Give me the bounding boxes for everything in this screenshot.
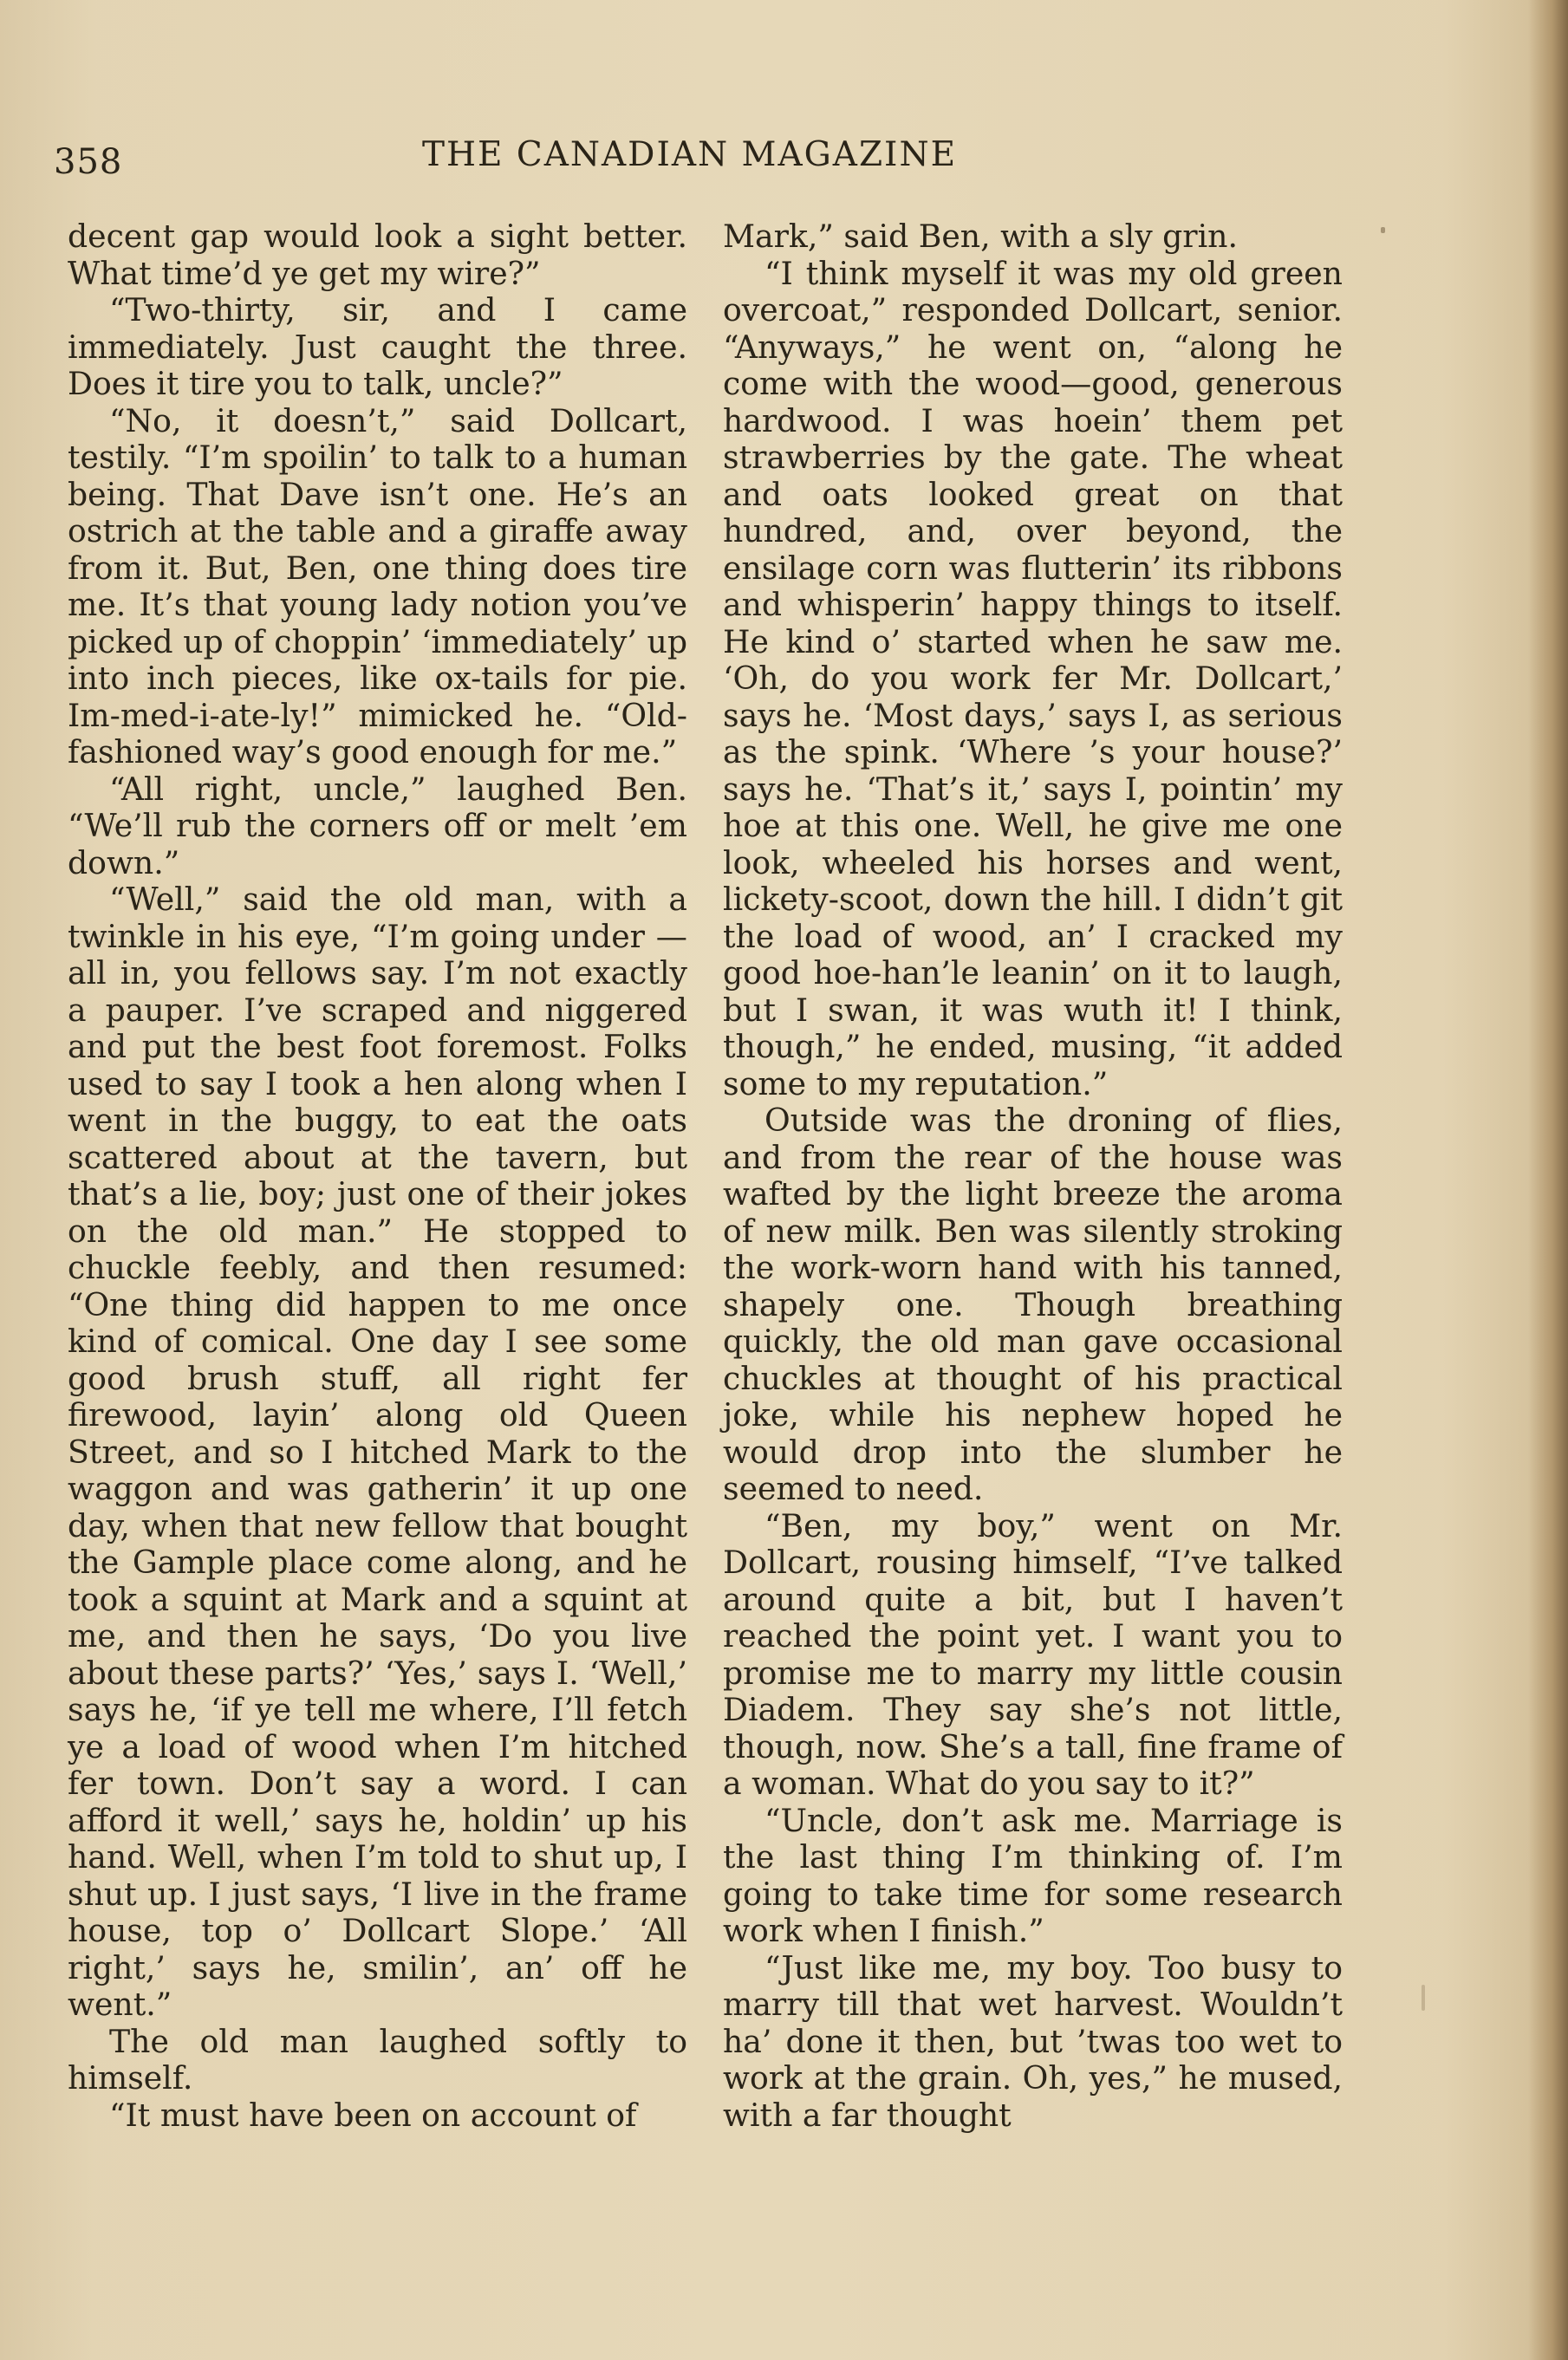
paragraph: Outside was the droning of flies, and from the rear of the house was wafted by the light breeze the aroma of new milk. Ben was silently stroking the work-worn hand with his tanned, shapely one. Though breathing quickly, the old man gave occasional chuckles at thought of his practical joke, while his nephew hoped he would drop into the slumber he seemed to need. [723, 1102, 1343, 1507]
paragraph: “Two-thirty, sir, and I came immediately. Just caught the three. Does it tire you to talk, uncle?” [68, 291, 687, 402]
right-column [723, 218, 1343, 2134]
paper-mark [1422, 1985, 1425, 2011]
paragraph: “Well,” said the old man, with a twinkle in his eye, “I’m going under —all in, you fellows say. I’m not exactly a pauper. I’ve scraped and niggered and put the best foot foremost. Folks used to say I took a hen along when I went in the buggy, to eat the oats scattered about at the tavern, but that’s a lie, boy; just one of their jokes on the old man.” He stopped to chuckle feebly, and then resumed: “One thing did happen to me once kind of comical. One day I see some good brush stuff, all right fer firewood, layin’ along old Queen Street, and so I hitched Mark to the waggon and was gatherin’ it up one day, when that new fellow that bought the Gample place come along, and he took a squint at Mark and a squint at me, and then he says, ‘Do you live about these parts?’ ‘Yes,’ says I. ‘Well,’ says he, ‘if ye tell me where, I’ll fetch ye a load of wood when I’m hitched fer town. Don’t say a word. I can afford it well,’ says he, holdin’ up his hand. Well, when I’m told to shut up, I shut up. I just says, ‘I live in the frame house, top o’ Dollcart Slope.’ ‘All right,’ says he, smilin’, an’ off he went.” [68, 881, 687, 2023]
page-header [54, 130, 1406, 191]
page-edge-shadow [1528, 0, 1568, 2360]
paragraph: “Just like me, my boy. Too busy to marry till that wet harvest. Wouldn’t ha’ done it then, but ’twas too wet to work at the grain. Oh, yes,” he mused, with a far thought [723, 1948, 1343, 2134]
paragraph: The old man laughed softly to himself. [68, 2022, 687, 2097]
paragraph: “No, it doesn’t,” said Dollcart, testily. “I’m spoilin’ to talk to a human being. That Dave isn’t one. He’s an ostrich at the table and a giraffe away from it. But, Ben, one thing does tire me. It’s that young lady notion you’ve picked up of choppin’ ‘immediately’ up into inch pieces, like ox-tails for pie. Im-med-i-ate-ly!” mimicked he. “Old-fashioned way’s good enough for me.” [68, 401, 687, 770]
paragraph: “It must have been on account of [109, 2096, 637, 2134]
paragraph: decent gap would look a sight better. What time’d ye get my wire?” [68, 218, 687, 292]
paragraph: “All right, uncle,” laughed Ben. “We’ll rub the corners off or melt ’em down.” [68, 770, 687, 881]
page-number: 358 [54, 142, 123, 182]
paper-speck [1381, 227, 1385, 233]
paragraph: “I think myself it was my old green overcoat,” responded Dollcart, senior. “Anyways,” he went on, “along he come with the wood—good, generous hardwood. I was hoein’ them pet strawberries by the gate. The wheat and oats looked great on that hundred, and, over beyond, the ensilage corn was flutterin’ its ribbons and whisperin’ happy things to itself. He kind o’ started when he saw me. ‘Oh, do you work fer Mr. Dollcart,’ says he. ‘Most days,’ says I, as serious as the spink. ‘Where ’s your house?’ says he. ‘That’s it,’ says I, pointin’ my hoe at this one. Well, he give me one look, wheeled his horses and went, lickety-scoot, down the hill. I didn’t git the load of wood, an’ I cracked my good hoe-han’le leanin’ on it to laugh, but I swan, it was wuth it! I think, though,” he ended, musing, “it added some to my reputation.” [723, 254, 1343, 1102]
left-column [68, 218, 687, 2134]
running-head: THE CANADIAN MAGAZINE [422, 135, 958, 174]
paragraph: “Ben, my boy,” went on Mr. Dollcart, rousing himself, “I’ve talked around quite a bit, but I haven’t reached the point yet. I want you to promise me to marry my little cousin Diadem. They say she’s not little, though, now. She’s a tall, fine frame of a woman. What do you say to it?” [723, 1506, 1343, 1802]
paragraph: Mark,” said Ben, with a sly grin. [723, 218, 1238, 255]
paragraph: “Uncle, don’t ask me. Marriage is the last thing I’m thinking of. I’m going to take time for some research work when I finish.” [723, 1801, 1343, 1949]
